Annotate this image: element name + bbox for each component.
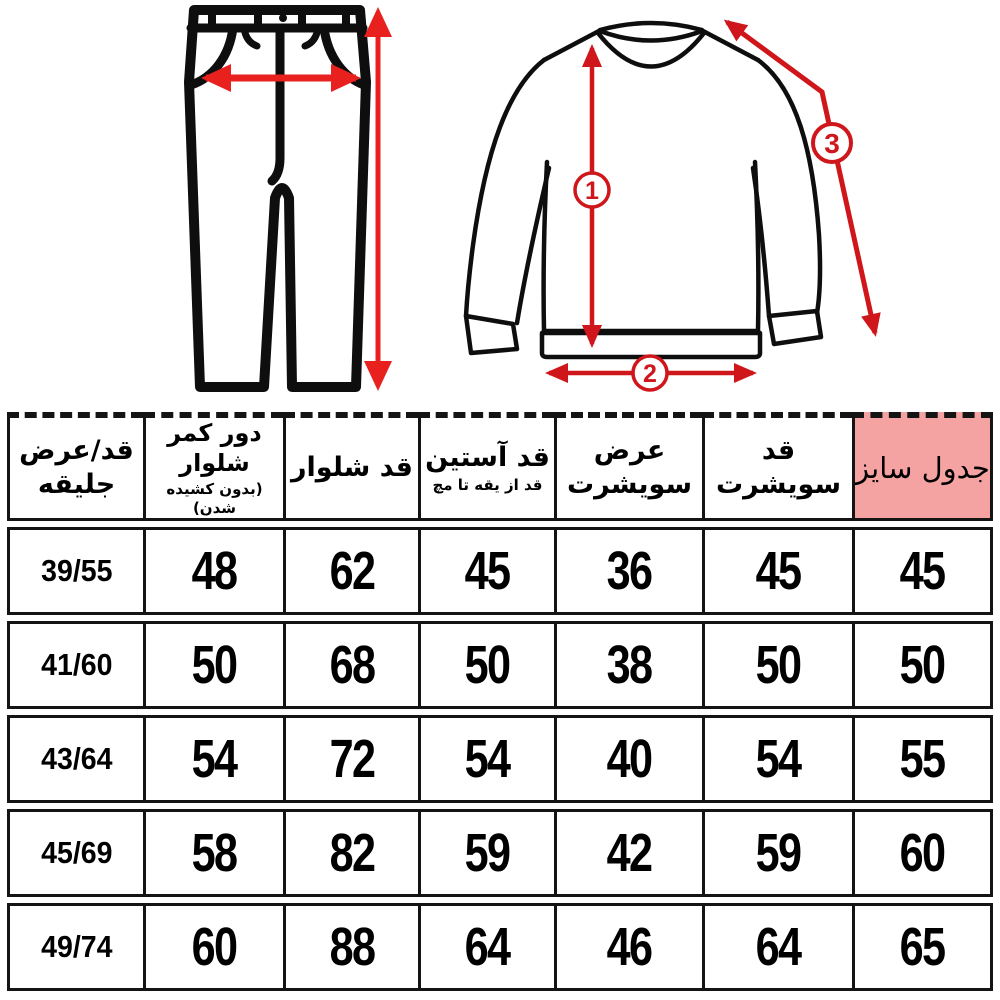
- cell-sleeve-length: 59: [418, 809, 554, 897]
- cell-vest: 49/74: [7, 903, 143, 991]
- table-row: [7, 809, 993, 897]
- cell-pants-length: 88: [283, 903, 418, 991]
- cell-sweatshirt-width: 36: [554, 527, 702, 615]
- pants-line-drawing: [189, 10, 366, 387]
- cell-vest: 39/55: [7, 527, 143, 615]
- collar-inner-arc: [598, 33, 704, 67]
- cell-pants-length: 68: [283, 621, 418, 709]
- header-sleeve-length: [418, 412, 554, 521]
- pants-button: [279, 14, 287, 22]
- table-row: [7, 527, 993, 615]
- cell-sweatshirt-width: 46: [554, 903, 702, 991]
- header-sleeve-length-sub: قد از یقه تا مچ: [432, 476, 543, 495]
- shoulder-seams: [544, 31, 758, 60]
- cell-sweatshirt-length: 50: [702, 621, 852, 709]
- cell-sleeve-length: 45: [418, 527, 554, 615]
- sweatshirt-line-drawing: [466, 23, 821, 357]
- cell-pants-waist: 54: [143, 715, 283, 803]
- cell-sweatshirt-length: 64: [702, 903, 852, 991]
- cell-sweatshirt-width: 42: [554, 809, 702, 897]
- cell-pants-length: 62: [283, 527, 418, 615]
- header-pants-waist-sub: (بدون کشیده شدن): [166, 480, 263, 517]
- hem-band: [542, 333, 760, 357]
- size-table: [7, 406, 993, 997]
- header-sleeve-length-main: قد آستین: [425, 441, 550, 473]
- marker-number-2: 2: [643, 360, 657, 388]
- cell-pants-waist: 60: [143, 903, 283, 991]
- header-row: [7, 412, 993, 521]
- table-row: [7, 621, 993, 709]
- cell-sweatshirt-width: 38: [554, 621, 702, 709]
- header-pants-waist: [143, 412, 283, 521]
- collar-mid-arc: [600, 31, 702, 41]
- cell-size: 60: [852, 809, 993, 897]
- header-size-chart: جدول سایز: [852, 412, 993, 521]
- table-row: [7, 715, 993, 803]
- header-pants-length: قد شلوار: [283, 412, 418, 521]
- cell-sweatshirt-width: 40: [554, 715, 702, 803]
- cell-sweatshirt-length: 54: [702, 715, 852, 803]
- marker-number-3: 3: [824, 128, 840, 159]
- cell-pants-length: 82: [283, 809, 418, 897]
- cell-vest: 45/69: [7, 809, 143, 897]
- cell-vest: 43/64: [7, 715, 143, 803]
- size-table-wrapper: [7, 406, 993, 997]
- cell-pants-waist: 50: [143, 621, 283, 709]
- header-vest: قد/عرض جلیقه: [7, 412, 143, 521]
- cell-sleeve-length: 64: [418, 903, 554, 991]
- header-pants-waist-main: دور کمر شلوار: [167, 419, 262, 477]
- marker-number-1: 1: [585, 177, 599, 205]
- cell-sleeve-length: 50: [418, 621, 554, 709]
- cell-size: 65: [852, 903, 993, 991]
- cell-size: 45: [852, 527, 993, 615]
- cell-vest: 41/60: [7, 621, 143, 709]
- header-sweatshirt-width: عرض سویشرت: [554, 412, 702, 521]
- left-sleeve-outer: [466, 60, 544, 316]
- pants-fly-seam: [272, 28, 280, 181]
- cell-pants-length: 72: [283, 715, 418, 803]
- cell-size: 50: [852, 621, 993, 709]
- cell-pants-waist: 58: [143, 809, 283, 897]
- left-cuff: [466, 316, 517, 353]
- cell-sweatshirt-length: 59: [702, 809, 852, 897]
- collar-top-arc: [600, 23, 702, 30]
- sweatshirt-sleeve-arrow: [727, 22, 875, 333]
- cell-sweatshirt-length: 45: [702, 527, 852, 615]
- illustrations: [0, 0, 1000, 402]
- cell-sleeve-length: 54: [418, 715, 554, 803]
- cell-pants-waist: 48: [143, 527, 283, 615]
- cell-size: 55: [852, 715, 993, 803]
- header-sweatshirt-length: قد سویشرت: [702, 412, 852, 521]
- table-row: [7, 903, 993, 991]
- right-cuff: [769, 311, 821, 344]
